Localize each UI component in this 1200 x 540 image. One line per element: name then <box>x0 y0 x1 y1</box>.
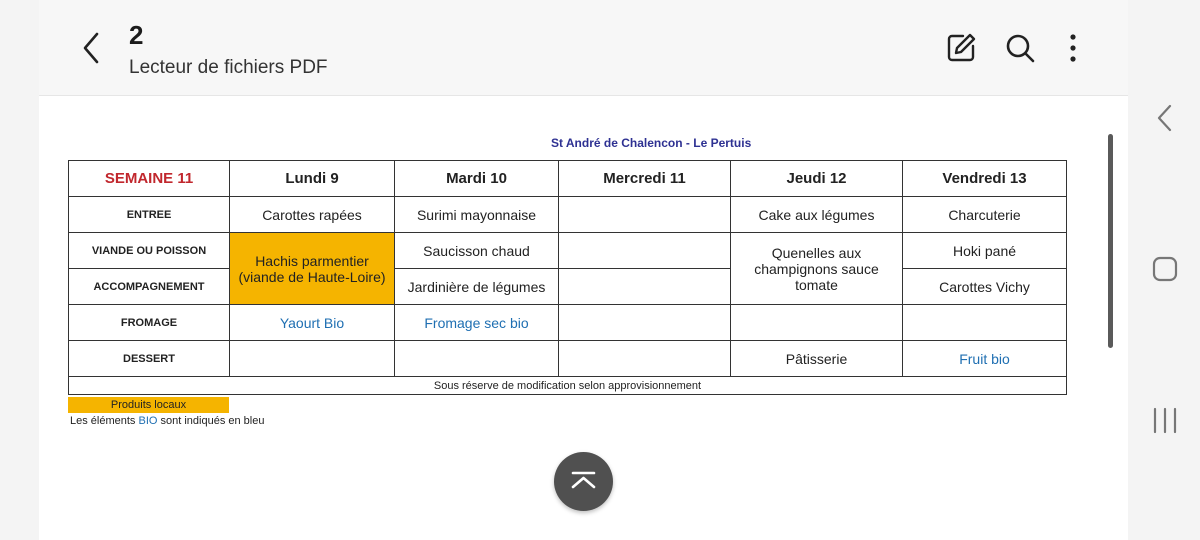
week-label: SEMAINE 11 <box>69 161 230 197</box>
menu-cell <box>559 233 731 269</box>
menu-cell: Charcuterie <box>903 197 1067 233</box>
system-home-button[interactable] <box>1148 252 1182 286</box>
more-options-button[interactable] <box>1055 30 1091 66</box>
edit-button[interactable] <box>943 30 979 66</box>
table-row <box>69 305 1067 341</box>
school-name: St André de Chalencon - Le Pertuis <box>551 136 752 150</box>
table-row <box>69 161 1067 197</box>
menu-cell: Hoki pané <box>903 233 1067 269</box>
table-row <box>69 377 1067 395</box>
legend-bio-prefix: Les éléments <box>70 415 136 427</box>
menu-cell-local: Hachis parmentier (viande de Haute-Loire) <box>230 233 395 305</box>
menu-cell <box>903 305 1067 341</box>
menu-cell <box>559 341 731 377</box>
scrollbar[interactable] <box>1108 134 1113 348</box>
menu-cell: Cake aux légumes <box>731 197 903 233</box>
system-recents-button[interactable] <box>1148 403 1182 437</box>
back-button[interactable] <box>77 28 109 68</box>
row-label: ACCOMPAGNEMENT <box>69 269 230 305</box>
legend-local-products: Produits locaux <box>68 397 229 413</box>
search-button[interactable] <box>1002 30 1038 66</box>
menu-cell <box>559 305 731 341</box>
menu-cell: Quenelles aux champignons sauce tomate <box>731 233 903 305</box>
table-row <box>69 269 1067 305</box>
more-options-icon <box>1055 30 1091 66</box>
scroll-to-top-button[interactable] <box>554 452 613 511</box>
nav-recents-icon <box>1148 403 1182 437</box>
scroll-to-top-icon <box>554 452 613 511</box>
day-header: Mercredi 11 <box>559 161 731 197</box>
legend-bio-suffix: sont indiqués en bleu <box>160 415 265 427</box>
menu-cell <box>731 305 903 341</box>
row-label: DESSERT <box>69 341 230 377</box>
day-header: Lundi 9 <box>230 161 395 197</box>
app-title: Lecteur de fichiers PDF <box>129 57 328 78</box>
menu-cell: Carottes rapées <box>230 197 395 233</box>
table-row <box>69 197 1067 233</box>
system-back-button[interactable] <box>1148 101 1182 135</box>
menu-cell: Carottes Vichy <box>903 269 1067 305</box>
day-header: Mardi 10 <box>395 161 559 197</box>
nav-back-icon <box>1148 101 1182 135</box>
row-label: ENTREE <box>69 197 230 233</box>
day-header: Vendredi 13 <box>903 161 1067 197</box>
supply-note: Sous réserve de modification selon approvisionnement <box>69 377 1067 395</box>
menu-cell <box>230 341 395 377</box>
legend-bio-word: BIO <box>138 415 158 427</box>
menu-cell <box>559 269 731 305</box>
table-row <box>69 233 1067 269</box>
menu-cell-bio: Fruit bio <box>903 341 1067 377</box>
row-label: FROMAGE <box>69 305 230 341</box>
search-icon <box>1002 30 1038 66</box>
menu-cell: Surimi mayonnaise <box>395 197 559 233</box>
day-header: Jeudi 12 <box>731 161 903 197</box>
pdf-page[interactable] <box>39 96 1128 540</box>
menu-cell <box>559 197 731 233</box>
row-label: VIANDE OU POISSON <box>69 233 230 269</box>
back-arrow-icon <box>77 28 109 68</box>
menu-cell: Pâtisserie <box>731 341 903 377</box>
edit-icon <box>943 30 979 66</box>
menu-cell-bio: Fromage sec bio <box>395 305 559 341</box>
menu-cell: Saucisson chaud <box>395 233 559 269</box>
menu-table <box>68 160 1067 395</box>
legend-bio <box>70 415 264 427</box>
menu-cell: Jardinière de légumes <box>395 269 559 305</box>
page-number: 2 <box>129 20 144 50</box>
table-row <box>69 341 1067 377</box>
pdf-reader-app <box>39 0 1128 540</box>
menu-cell-bio: Yaourt Bio <box>230 305 395 341</box>
nav-home-icon <box>1148 252 1182 286</box>
menu-cell <box>395 341 559 377</box>
top-app-bar <box>39 0 1128 96</box>
